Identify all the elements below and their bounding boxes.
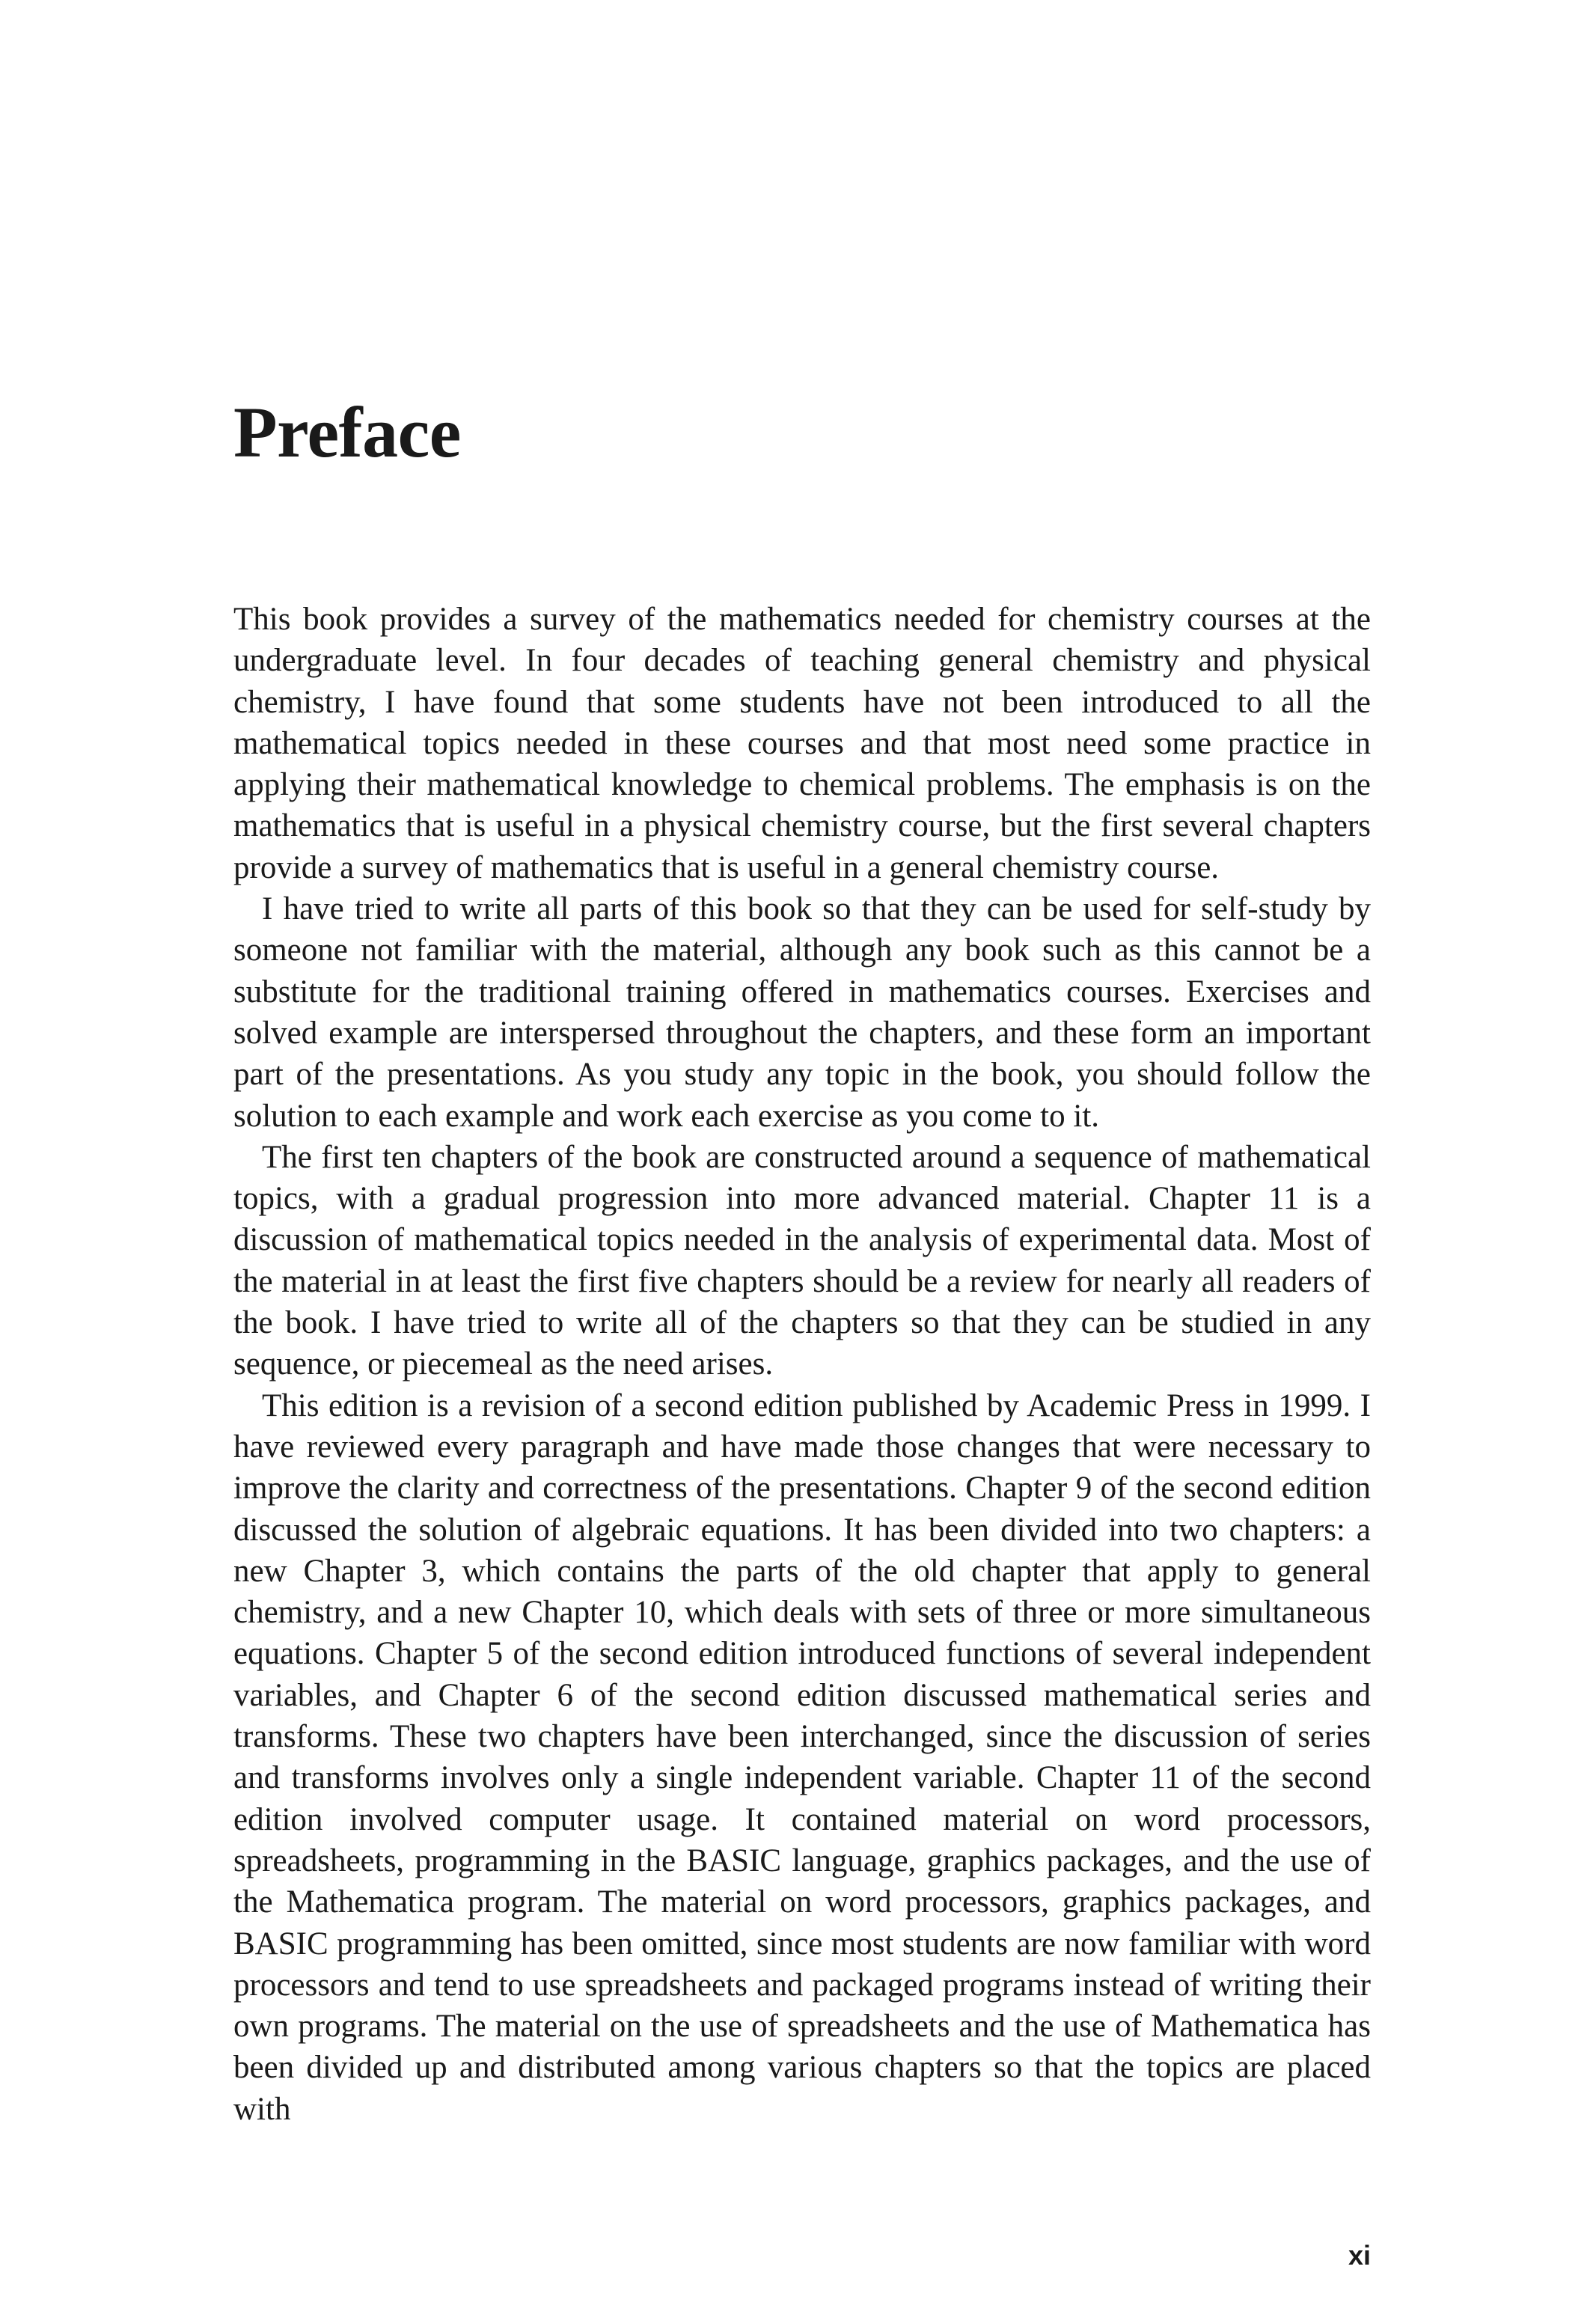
page-title: Preface: [233, 392, 461, 472]
paragraph-1: This book provides a survey of the mathematics needed for chemistry courses at the undergraduate level. In four decades of teaching general chemistry and physical chemistry, I have found that some students have not been introduced to all the mathematical topics needed in these courses and that most need some practice in applying their mathematical knowledge to chemical problems. The emphasis is on the mathematics that is useful in a physical chemistry course, but the first several chapters provide a survey of mathematics that is useful in a general chemistry course.: [233, 602, 1371, 885]
paragraph-4: This edition is a revision of a second edition published by Academic Press in 1999. I have reviewed every paragraph and have made those changes that were necessary to improve the clarity and correctness of the presentations. Chapter 9 of the second edition discussed the solution of algebraic equations. It has been divided into two chapters: a new Chapter 3, which contains the parts of the old chapter that apply to general chemistry, and a new Chapter 10, which deals with sets of three or more simultaneous equations. Chapter 5 of the second edition introduced functions of several independent variables, and Chapter 6 of the second edition discussed mathematical series and transforms. These two chapters have been interchanged, since the discussion of series and transforms involves only a single independent variable. Chapter 11 of the second edition involved computer usage. It contained material on word processors, spreadsheets, programming in the BASIC language, graphics packages, and the use of the Mathematica program. The material on word processors, graphics packages, and BASIC programming has been omitted, since most students are now familiar with word processors and tend to use spreadsheets and packaged programs instead of writing their own programs. The material on the use of spreadsheets and the use of Mathematica has been divided up and distributed among various chapters so that the topics are placed with: [233, 1388, 1371, 2127]
preface-body: [233, 599, 1371, 2130]
paragraph-2: I have tried to write all parts of this book so that they can be used for self-study by someone not familiar with the material, although any book such as this cannot be a substitute for the traditional training offered in mathematics courses. Exercises and solved example are interspersed throughout the chapters, and these form an important part of the presentations. As you study any topic in the book, you should follow the solution to each example and work each exercise as you come to it.: [233, 891, 1371, 1134]
page-number: xi: [1348, 2240, 1371, 2271]
paragraph-3: The first ten chapters of the book are constructed around a sequence of mathematical topics, with a gradual progression into more advanced material. Chapter 11 is a discussion of mathematical topics needed in the analysis of experimental data. Most of the material in at least the first five chapters should be a review for nearly all readers of the book. I have tried to write all of the chapters so that they can be studied in any sequence, or piecemeal as the need arises.: [233, 1139, 1371, 1382]
